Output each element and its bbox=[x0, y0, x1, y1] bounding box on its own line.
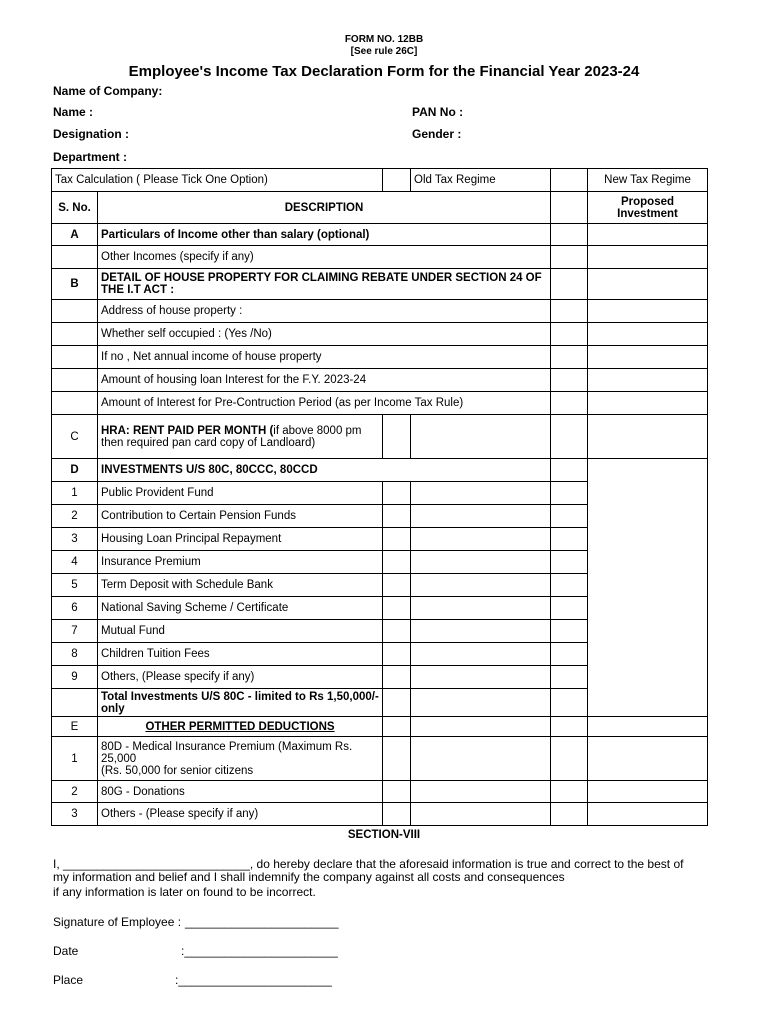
gender-label: Gender : bbox=[412, 127, 462, 141]
form-number: FORM NO. 12BB bbox=[344, 34, 424, 45]
table-row: 9 Others, (Please specify if any) bbox=[52, 666, 708, 689]
total-label: Total Investments U/S 80C - limited to Rs 1,50,000/- only bbox=[98, 689, 383, 717]
table-row: 3 Housing Loan Principal Repayment bbox=[52, 528, 708, 551]
page-title: Employee's Income Tax Declaration Form for the Financial Year 2023-24 bbox=[128, 63, 640, 80]
table-row: Address of house property : bbox=[52, 300, 708, 323]
amount-cell[interactable] bbox=[588, 392, 708, 415]
declaration-line-1: I, ____________________________, do hereby declare that the aforesaid information is true and correct to the best of bbox=[53, 857, 684, 871]
declaration-line-2: my information and belief and I shall indemnify the company against all costs and consequences bbox=[53, 870, 565, 884]
signature-line[interactable]: _______________________ bbox=[185, 915, 339, 929]
amount-cell[interactable] bbox=[588, 781, 708, 803]
amount-cell[interactable] bbox=[383, 528, 411, 551]
col-proposed-investment: Proposed Investment bbox=[588, 192, 708, 224]
old-regime-label: Old Tax Regime bbox=[411, 169, 551, 192]
amount-cell[interactable] bbox=[588, 246, 708, 269]
amount-cell[interactable] bbox=[588, 717, 708, 737]
place-label: Place bbox=[53, 973, 84, 987]
new-regime-tick[interactable] bbox=[551, 169, 588, 192]
section-label: SECTION-VIII bbox=[347, 829, 421, 841]
table-row: 8 Children Tuition Fees bbox=[52, 643, 708, 666]
designation-label: Designation : bbox=[53, 127, 130, 141]
table-row: Amount of housing loan Interest for the F.Y. 2023-24 bbox=[52, 369, 708, 392]
amount-cell[interactable] bbox=[383, 643, 411, 666]
amount-cell[interactable] bbox=[383, 666, 411, 689]
amount-cell[interactable] bbox=[383, 551, 411, 574]
amount-cell[interactable] bbox=[588, 269, 708, 300]
table-row: 7 Mutual Fund bbox=[52, 620, 708, 643]
amount-cell[interactable] bbox=[588, 323, 708, 346]
table-row: 5 Term Deposit with Schedule Bank bbox=[52, 574, 708, 597]
table-row: E OTHER PERMITTED DEDUCTIONS bbox=[52, 717, 708, 737]
company-label: Name of Company: bbox=[53, 84, 163, 98]
col-sno: S. No. bbox=[52, 192, 98, 224]
table-row: 1 80D - Medical Insurance Premium (Maximum Rs. 25,000 (Rs. 50,000 for senior citizens bbox=[52, 737, 708, 781]
col-description: DESCRIPTION bbox=[98, 192, 551, 224]
declaration-line-3: if any information is later on found to be incorrect. bbox=[53, 885, 316, 899]
table-row: Whether self occupied : (Yes /No) bbox=[52, 323, 708, 346]
amount-cell[interactable] bbox=[383, 574, 411, 597]
date-line[interactable]: :_______________________ bbox=[181, 944, 338, 958]
old-regime-tick[interactable] bbox=[383, 169, 411, 192]
table-row: Amount of Interest for Pre-Contruction Period (as per Income Tax Rule) bbox=[52, 392, 708, 415]
amount-cell[interactable] bbox=[588, 803, 708, 826]
date-label: Date bbox=[53, 944, 79, 958]
table-row: 2 80G - Donations bbox=[52, 781, 708, 803]
amount-cell[interactable] bbox=[383, 803, 411, 826]
tax-calc-label: Tax Calculation ( Please Tick One Option) bbox=[52, 169, 383, 192]
section-d-proposed-cell[interactable] bbox=[588, 459, 708, 717]
pan-label: PAN No : bbox=[412, 105, 464, 119]
table-row: Other Incomes (specify if any) bbox=[52, 246, 708, 269]
amount-cell[interactable] bbox=[383, 781, 411, 803]
table-row: 3 Others - (Please specify if any) bbox=[52, 803, 708, 826]
amount-cell[interactable] bbox=[383, 620, 411, 643]
table-row: 1 Public Provident Fund bbox=[52, 482, 708, 505]
table-row: A Particulars of Income other than salary (optional) bbox=[52, 224, 708, 246]
name-label: Name : bbox=[53, 105, 94, 119]
amount-cell[interactable] bbox=[588, 415, 708, 459]
table-row: D INVESTMENTS U/S 80C, 80CCC, 80CCD bbox=[52, 459, 708, 482]
column-header-row bbox=[52, 192, 708, 224]
amount-cell[interactable] bbox=[383, 482, 411, 505]
table-row: If no , Net annual income of house property bbox=[52, 346, 708, 369]
rule-reference: [See rule 26C] bbox=[350, 46, 418, 57]
table-row: 4 Insurance Premium bbox=[52, 551, 708, 574]
tax-calc-row bbox=[52, 169, 708, 192]
amount-cell[interactable] bbox=[383, 737, 411, 781]
amount-cell[interactable] bbox=[588, 224, 708, 246]
amount-cell[interactable] bbox=[383, 597, 411, 620]
table-row: B DETAIL OF HOUSE PROPERTY FOR CLAIMING REBATE UNDER SECTION 24 OF THE I.T ACT : bbox=[52, 269, 708, 300]
table-row: 6 National Saving Scheme / Certificate bbox=[52, 597, 708, 620]
amount-cell[interactable] bbox=[588, 737, 708, 781]
table-row: C HRA: RENT PAID PER MONTH (if above 8000 pm then required pan card copy of Landloard) bbox=[52, 415, 708, 459]
amount-cell[interactable] bbox=[588, 369, 708, 392]
declaration-table bbox=[51, 168, 708, 826]
amount-cell[interactable] bbox=[588, 300, 708, 323]
signature-label: Signature of Employee : bbox=[53, 915, 182, 929]
department-label: Department : bbox=[53, 150, 128, 164]
amount-cell[interactable] bbox=[383, 505, 411, 528]
place-line[interactable]: :_______________________ bbox=[175, 973, 332, 987]
amount-cell[interactable] bbox=[588, 346, 708, 369]
amount-cell[interactable] bbox=[383, 689, 411, 717]
table-row: 2 Contribution to Certain Pension Funds bbox=[52, 505, 708, 528]
amount-cell[interactable] bbox=[383, 415, 411, 459]
new-regime-label: New Tax Regime bbox=[588, 169, 708, 192]
